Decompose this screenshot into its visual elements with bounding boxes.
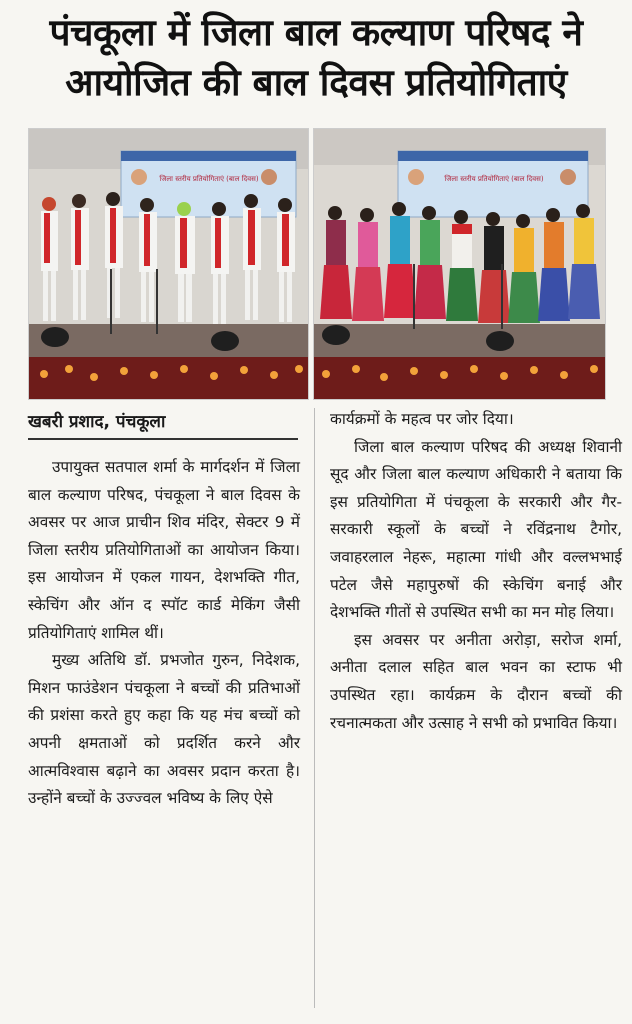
headline-line-2: आयोजित की बाल दिवस प्रतियोगिताएं	[65, 61, 567, 104]
stage-performance-photo-right	[314, 129, 605, 399]
article-paragraph: कार्यक्रमों के महत्व पर जोर दिया।	[330, 410, 514, 428]
article-paragraph: इस अवसर पर अनीता अरोड़ा, सरोज शर्मा, अनीता दलाल सहित बाल भवन का स्टाफ भी उपस्थित रहा। कार्यक्रम के दौरान बच्चों की रचनात्मकता और उत्साह ने सभी को प्रभावित किया।	[330, 630, 622, 732]
photo-left	[28, 128, 309, 400]
photo-right	[313, 128, 606, 400]
article-column-left	[28, 454, 300, 813]
article-paragraph: उपायुक्त सतपाल शर्मा के मार्गदर्शन में जिला बाल कल्याण परिषद, पंचकूला ने बाल दिवस के अवसर पर आज प्राचीन शिव मंदिर, सेक्टर 9 में जिला स्तरीय प्रतियोगिताओं का आयोजन किया। इस आयोजन में एकल गायन, देशभक्ति गीत, स्केचिंग और ऑन द स्पॉट कार्ड मेकिंग जैसी प्रतियोगिताएं शामिल थीं।	[28, 458, 300, 642]
photo-banner-text: जिला स्तरीय प्रतियोगिताएं (बाल दिवस)	[444, 175, 544, 183]
article-paragraph: मुख्य अतिथि डॉ. प्रभजोत गुरुन, निदेशक, मिशन फाउंडेशन पंचकूला ने बच्चों की प्रतिभाओं की प्रशंसा करते हुए कहा कि यह मंच बच्चों को अपनी क्षमताओं को प्रदर्शित करने और आत्मविश्वास बढ़ाने का अवसर प्रदान करता है। उन्होंने बच्चों के उज्ज्वल भविष्य के लिए ऐसे	[28, 651, 300, 808]
article-column-right	[330, 406, 622, 737]
stage-performance-photo-left	[29, 129, 308, 399]
byline: खबरी प्रशाद, पंचकूला	[28, 410, 298, 440]
headline-line-1: पंचकूला में जिला बाल कल्याण परिषद ने	[49, 11, 583, 54]
headline	[10, 8, 622, 108]
photo-banner-text: जिला स्तरीय प्रतियोगिताएं (बाल दिवस)	[159, 175, 259, 183]
article-paragraph: जिला बाल कल्याण परिषद की अध्यक्ष शिवानी सूद और जिला बाल कल्याण अधिकारी ने बताया कि इस प्रतियोगिता में पंचकूला के सरकारी और गैर-सरकारी स्कूलों के बच्चों ने रविंद्रनाथ टैगोर, जवाहरलाल नेहरू, महात्मा गांधी और वल्लभभाई पटेल जैसे महापुरुषों की स्केचिंग बनाई और देशभक्ति गीतों से उपस्थित सभी का मन मोह लिया।	[330, 437, 622, 622]
column-divider	[314, 408, 315, 1008]
